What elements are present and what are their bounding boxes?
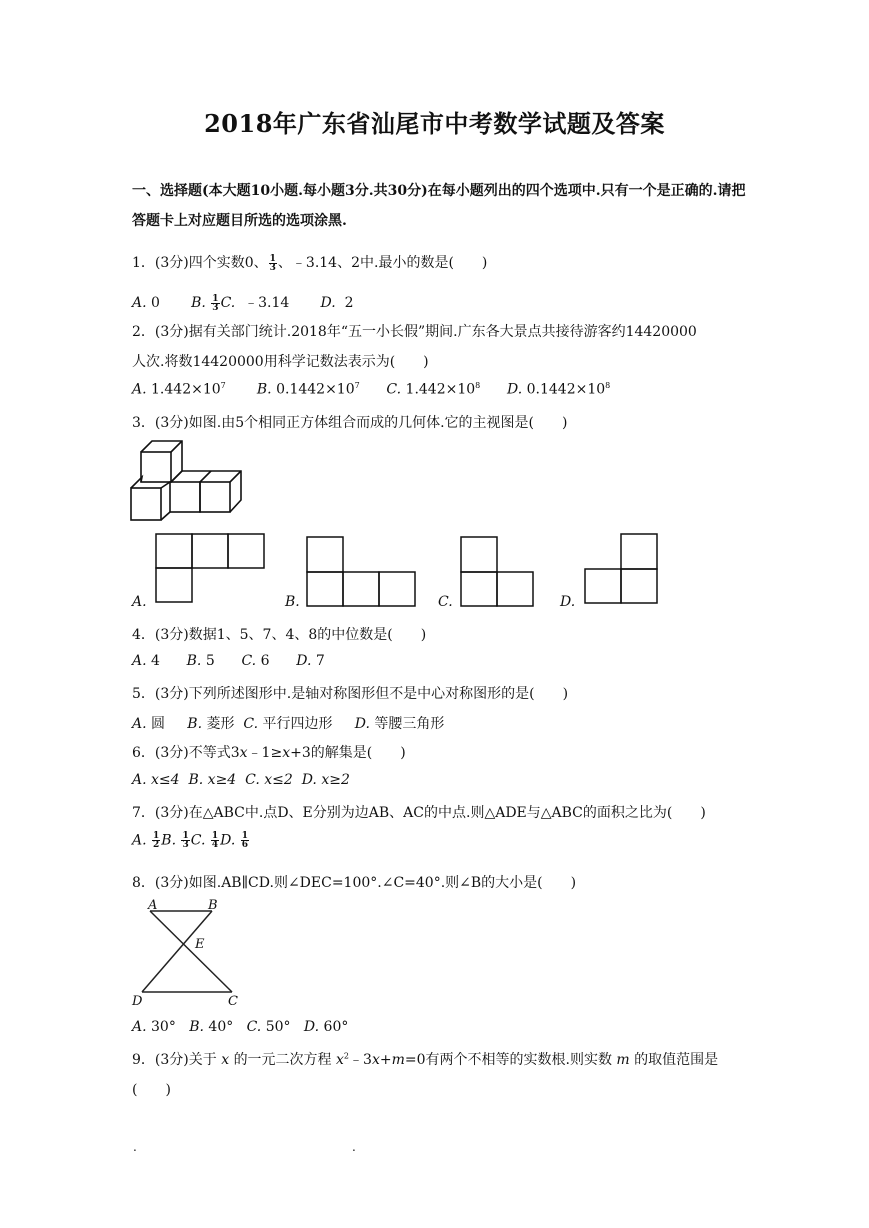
label-b: B — [208, 898, 218, 913]
option-a: 30° — [151, 1019, 176, 1035]
q2-line-1: 2．(3分)据有关部门统计.2018年“五一小长假”期间.广东各大景点共接待游客约14420000 — [132, 324, 697, 340]
variable-x: x — [239, 745, 248, 761]
q1-options — [132, 292, 353, 312]
q9-stem-e: =0有两个不相等的实数根.则实数 — [404, 1052, 612, 1068]
view-option-b — [306, 536, 418, 608]
view-option-c — [460, 536, 538, 608]
question-1 — [132, 252, 487, 272]
q9-stem-a: 9．(3分)关于 — [132, 1052, 217, 1068]
q9-stem — [132, 1049, 718, 1069]
option-a: 圆 — [151, 716, 166, 732]
fraction — [211, 832, 219, 849]
option-c-label: C. — [190, 832, 206, 849]
exponent: 2 — [343, 1051, 350, 1061]
fraction — [181, 832, 189, 849]
option-b-label: B. — [186, 653, 202, 669]
frac-num: 1 — [212, 293, 219, 304]
q2-line-2: 人次.将数14420000用科学记数法表示为( ) — [132, 354, 429, 370]
q5-stem: 5．(3分)下列所述图形中.是轴对称图形但不是中心对称图形的是( ) — [132, 686, 569, 702]
frac-num: 1 — [153, 831, 160, 841]
frac-den: 3 — [182, 840, 189, 850]
option-c: ﹣3.14 — [244, 295, 290, 311]
frac-num: 1 — [211, 831, 219, 841]
frac-den: 3 — [269, 262, 276, 273]
option-d-label: D. — [320, 295, 336, 311]
option-b: 5 — [205, 653, 215, 669]
fraction — [211, 295, 219, 312]
q9-stem-c: ﹣3 — [349, 1052, 372, 1068]
label-a: A — [148, 898, 158, 913]
option-d: 7 — [315, 653, 325, 669]
q6-stem-a: 6．(3分)不等式3 — [132, 745, 240, 761]
frac-num: 1 — [241, 831, 249, 841]
q5-options — [132, 713, 444, 733]
exponent: 7 — [220, 381, 226, 390]
option-a: 0 — [151, 295, 160, 311]
option-a: x≤4 — [151, 772, 180, 788]
q3-stem: 3．(3分)如图.由5个相同正方体组合而成的几何体.它的主视图是( ) — [132, 415, 568, 431]
variable-x: x — [371, 1052, 380, 1068]
frac-den: 4 — [211, 840, 219, 850]
frac-den: 3 — [212, 302, 219, 313]
option-c-label: C. — [245, 772, 260, 788]
option-a: 4 — [151, 653, 160, 669]
frac-num: 1 — [182, 831, 189, 841]
option-b: 40° — [208, 1019, 234, 1035]
q2-options — [132, 381, 610, 398]
q3-option-a-label: A. — [132, 594, 147, 610]
q4-options — [132, 653, 325, 669]
parallel-lines-figure — [128, 896, 248, 1008]
q9-line-2: ( ) — [132, 1082, 171, 1098]
section-heading: 一、选择题(本大题10小题.每小题3分.共30分)在每小题列出的四个选项中.只有一个是正确的.请把答题卡上对应题目所选的选项涂黑. — [132, 183, 746, 229]
exponent: 7 — [354, 381, 360, 390]
fraction — [269, 255, 277, 272]
option-d-label: D. — [303, 1019, 320, 1035]
page-title: 2018年广东省汕尾市中考数学试题及答案 — [204, 109, 665, 138]
option-b: 0.1442×10 — [276, 381, 355, 398]
q6-stem-c: +3的解集是( ) — [290, 745, 406, 761]
option-b: 菱形 — [206, 716, 235, 732]
option-c: 6 — [260, 653, 270, 669]
label-e: E — [195, 937, 205, 952]
option-d: 等腰三角形 — [374, 716, 445, 732]
option-c-label: C. — [386, 381, 402, 398]
option-b-label: B. — [256, 381, 272, 398]
option-a-label: A. — [132, 1019, 147, 1035]
q4-stem: 4．(3分)数据1、5、7、4、8的中位数是( ) — [132, 627, 427, 643]
q9-stem-b: 的一元二次方程 — [233, 1052, 332, 1068]
q3-option-b-label: B. — [285, 594, 300, 610]
variable-x: x — [336, 1052, 344, 1068]
fraction — [152, 832, 160, 849]
q9-stem-d: + — [379, 1052, 392, 1068]
frac-num: 1 — [269, 253, 276, 264]
q6-options — [132, 772, 350, 788]
option-b-label: B. — [189, 1019, 204, 1035]
option-c-label: C. — [243, 716, 259, 732]
option-a-label: A. — [132, 716, 147, 732]
q8-options — [132, 1019, 348, 1035]
footer-dot: . — [352, 1140, 356, 1154]
option-a-label: A. — [132, 295, 147, 311]
footer-dot: . — [133, 1140, 137, 1154]
label-d: D — [132, 994, 143, 1008]
option-c: x≤2 — [264, 772, 293, 788]
option-a-label: A. — [132, 381, 147, 398]
q8-stem: 8．(3分)如图.AB∥CD.则∠DEC=100°.∠C=40°.则∠B的大小是( ) — [132, 875, 577, 891]
q1-stem-b: 、﹣3.14、2中.最小的数是( ) — [277, 255, 488, 271]
q6-stem-b: ﹣1≥ — [247, 745, 283, 761]
option-b-label: B. — [191, 295, 206, 311]
option-d: x≥2 — [321, 772, 350, 788]
q3-option-d-label: D. — [560, 594, 576, 610]
option-b: x≥4 — [207, 772, 237, 788]
option-c-label: C. — [220, 295, 236, 311]
q3-option-c-label: C. — [438, 594, 453, 610]
option-d: 0.1442×10 — [526, 381, 606, 398]
option-c-label: C. — [246, 1019, 262, 1035]
option-c: 1.442×10 — [405, 381, 476, 398]
q1-stem-a: 1．(3分)四个实数0、 — [132, 255, 268, 271]
option-d-label: D. — [354, 716, 370, 732]
option-d: 60° — [323, 1019, 349, 1035]
cube-solid-figure — [128, 436, 243, 526]
variable-m: m — [391, 1052, 405, 1068]
q7-options — [132, 832, 250, 849]
q9-stem-f: 的取值范围是 — [634, 1052, 719, 1068]
option-d: 2 — [344, 295, 354, 311]
option-a-label: A. — [132, 832, 147, 849]
view-option-a — [155, 533, 267, 605]
fraction — [241, 832, 249, 849]
q6-stem — [132, 742, 406, 762]
option-b-label: B. — [188, 772, 204, 788]
option-d-label: D. — [301, 772, 317, 788]
variable-x: x — [221, 1052, 230, 1068]
option-a-label: A. — [132, 653, 147, 669]
option-a: 1.442×10 — [151, 381, 221, 398]
option-b-label: B. — [161, 832, 177, 849]
option-b-label: B. — [187, 716, 203, 732]
view-option-d — [583, 533, 661, 605]
variable-x: x — [282, 745, 291, 761]
variable-m: m — [616, 1052, 630, 1068]
q7-stem: 7．(3分)在△ABC中.点D、E分别为边AB、AC的中点.则△ADE与△ABC的面积之比为( ) — [132, 805, 706, 821]
frac-den: 6 — [241, 840, 249, 850]
option-c: 50° — [265, 1019, 291, 1035]
exponent: 8 — [605, 381, 611, 390]
label-c: C — [228, 994, 238, 1008]
option-d-label: D. — [296, 653, 312, 669]
option-c: 平行四边形 — [262, 716, 333, 732]
exponent: 8 — [475, 381, 481, 390]
option-c-label: C. — [241, 653, 257, 669]
option-d-label: D. — [220, 832, 236, 849]
option-a-label: A. — [132, 772, 147, 788]
frac-den: 2 — [153, 840, 160, 850]
option-d-label: D. — [506, 381, 523, 398]
